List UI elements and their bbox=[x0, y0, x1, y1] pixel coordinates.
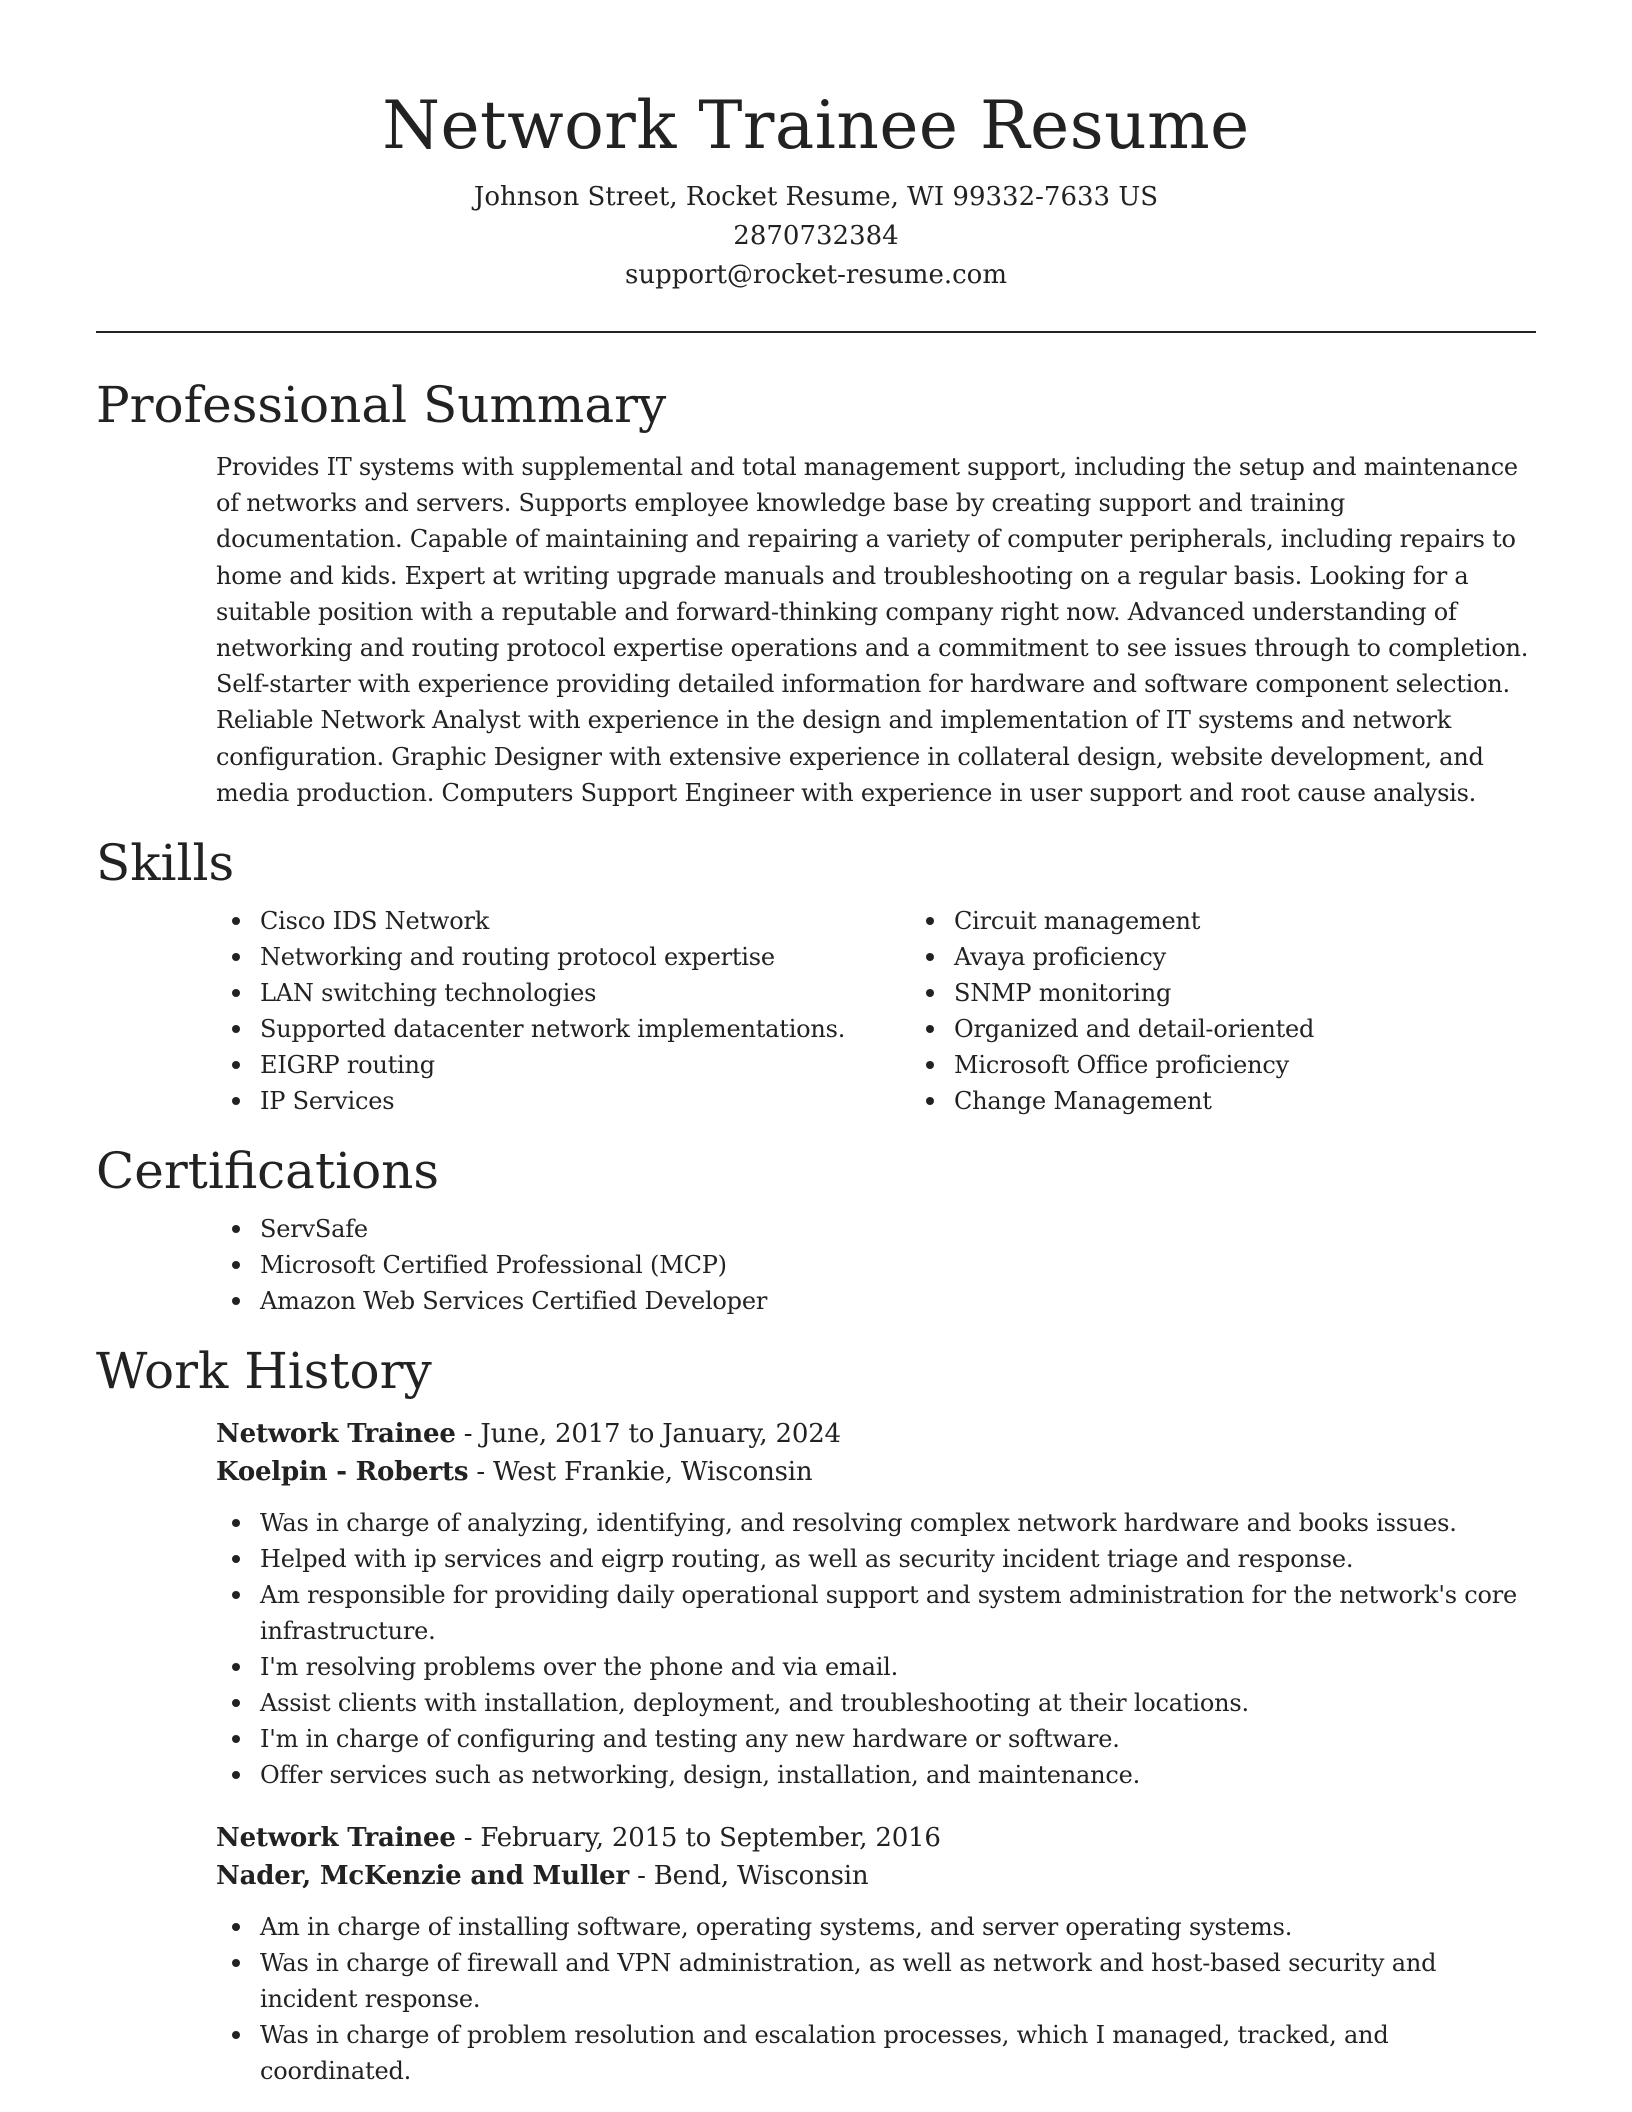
skill-item: Circuit management bbox=[954, 903, 1514, 939]
job-title-line bbox=[216, 1415, 1536, 1453]
job-bullet: Assist clients with installation, deployment, and troubleshooting at their locations. bbox=[260, 1685, 1536, 1721]
skill-item: IP Services bbox=[260, 1083, 910, 1119]
job-company-line bbox=[216, 1453, 1536, 1491]
skill-item: Microsoft Office proficiency bbox=[954, 1047, 1514, 1083]
skill-item: Change Management bbox=[954, 1083, 1514, 1119]
job-company: Nader, McKenzie and Muller bbox=[216, 1861, 630, 1892]
skills-heading: Skills bbox=[96, 834, 235, 893]
job-bullet: Offer services such as networking, design, installation, and maintenance. bbox=[260, 1757, 1536, 1793]
job-bullet: I'm in charge of configuring and testing any new hardware or software. bbox=[260, 1721, 1536, 1757]
job-bullet-list bbox=[216, 1505, 1536, 1793]
job-bullet: Was in charge of firewall and VPN administration, as well as network and host-based security and incident response. bbox=[260, 1945, 1536, 2017]
job-role: Network Trainee bbox=[216, 1823, 456, 1854]
skills-list-left bbox=[216, 903, 910, 1119]
resume-header bbox=[96, 0, 1536, 295]
skill-item: SNMP monitoring bbox=[954, 975, 1514, 1011]
skill-item: Networking and routing protocol expertise bbox=[260, 939, 910, 975]
job-dates: - February, 2015 to September, 2016 bbox=[455, 1823, 941, 1854]
job-bullet: Was in charge of analyzing, identifying, and resolving complex network hardware and books issues. bbox=[260, 1505, 1536, 1541]
job-bullet: Am in charge of installing software, operating systems, and server operating systems. bbox=[260, 1909, 1536, 1945]
skills-grid bbox=[216, 903, 1536, 1119]
job-location: - West Frankie, Wisconsin bbox=[468, 1457, 813, 1488]
job-company: Koelpin - Roberts bbox=[216, 1457, 469, 1488]
skill-item: Cisco IDS Network bbox=[260, 903, 910, 939]
job-title-line bbox=[216, 1819, 1536, 1857]
skill-item: Supported datacenter network implementations. bbox=[260, 1011, 910, 1047]
skill-item: Avaya proficiency bbox=[954, 939, 1514, 975]
certification-item: Microsoft Certified Professional (MCP) bbox=[260, 1247, 1536, 1283]
job-bullet: Was in charge of problem resolution and escalation processes, which I managed, tracked, and coordinated. bbox=[260, 2017, 1536, 2089]
certifications-list bbox=[216, 1211, 1536, 1319]
job-dates: - June, 2017 to January, 2024 bbox=[455, 1419, 841, 1450]
skill-item: EIGRP routing bbox=[260, 1047, 910, 1083]
job-location: - Bend, Wisconsin bbox=[629, 1861, 869, 1892]
summary-heading: Professional Summary bbox=[96, 376, 667, 434]
job-role: Network Trainee bbox=[216, 1419, 456, 1450]
summary-section bbox=[96, 371, 1536, 811]
skills-section bbox=[96, 829, 1536, 1119]
certifications-heading: Certifications bbox=[96, 1142, 440, 1201]
work-history-section bbox=[96, 1337, 1536, 2089]
phone-text: 2870732384 bbox=[733, 221, 899, 251]
job-bullet-list bbox=[216, 1909, 1536, 2089]
job-company-line bbox=[216, 1857, 1536, 1895]
skill-item: LAN switching technologies bbox=[260, 975, 910, 1011]
resume-title: Network Trainee Resume bbox=[382, 87, 1250, 164]
resume-page bbox=[96, 0, 1536, 2089]
certifications-section bbox=[96, 1137, 1536, 1319]
certification-item: Amazon Web Services Certified Developer bbox=[260, 1283, 1536, 1319]
job-entry bbox=[216, 1819, 1536, 2089]
certification-item: ServSafe bbox=[260, 1211, 1536, 1247]
work-history-heading: Work History bbox=[96, 1342, 432, 1401]
job-bullet: Helped with ip services and eigrp routing, as well as security incident triage and response. bbox=[260, 1541, 1536, 1577]
contact-block bbox=[96, 178, 1536, 295]
summary-text: Provides IT systems with supplemental and total management support, including the setup and maintenance of networks and servers. Supports employee knowledge base by creating support and training documentation. Capable of maintaining and repairing a variety of computer peripherals, including repairs to home and kids. Expert at writing upgrade manuals and troubleshooting on a regular basis. Looking for a suitable position with a reputable and forward-thinking company right now. Advanced understanding of networking and routing protocol expertise operations and a commitment to see issues through to completion. Self-starter with experience providing detailed information for hardware and software component selection. Reliable Network Analyst with experience in the design and implementation of IT systems and network configuration. Graphic Designer with extensive experience in collateral design, website development, and media production. Computers Support Engineer with experience in user support and root cause analysis. bbox=[216, 453, 1529, 807]
job-entry bbox=[216, 1415, 1536, 1793]
skills-list-right bbox=[910, 903, 1514, 1119]
header-divider bbox=[96, 331, 1536, 333]
email-text: support@rocket-resume.com bbox=[624, 260, 1007, 290]
address-text: Johnson Street, Rocket Resume, WI 99332-7633 US bbox=[473, 182, 1159, 212]
job-bullet: I'm resolving problems over the phone and via email. bbox=[260, 1649, 1536, 1685]
skill-item: Organized and detail-oriented bbox=[954, 1011, 1514, 1047]
job-bullet: Am responsible for providing daily operational support and system administration for the network's core infrastructure. bbox=[260, 1577, 1536, 1649]
